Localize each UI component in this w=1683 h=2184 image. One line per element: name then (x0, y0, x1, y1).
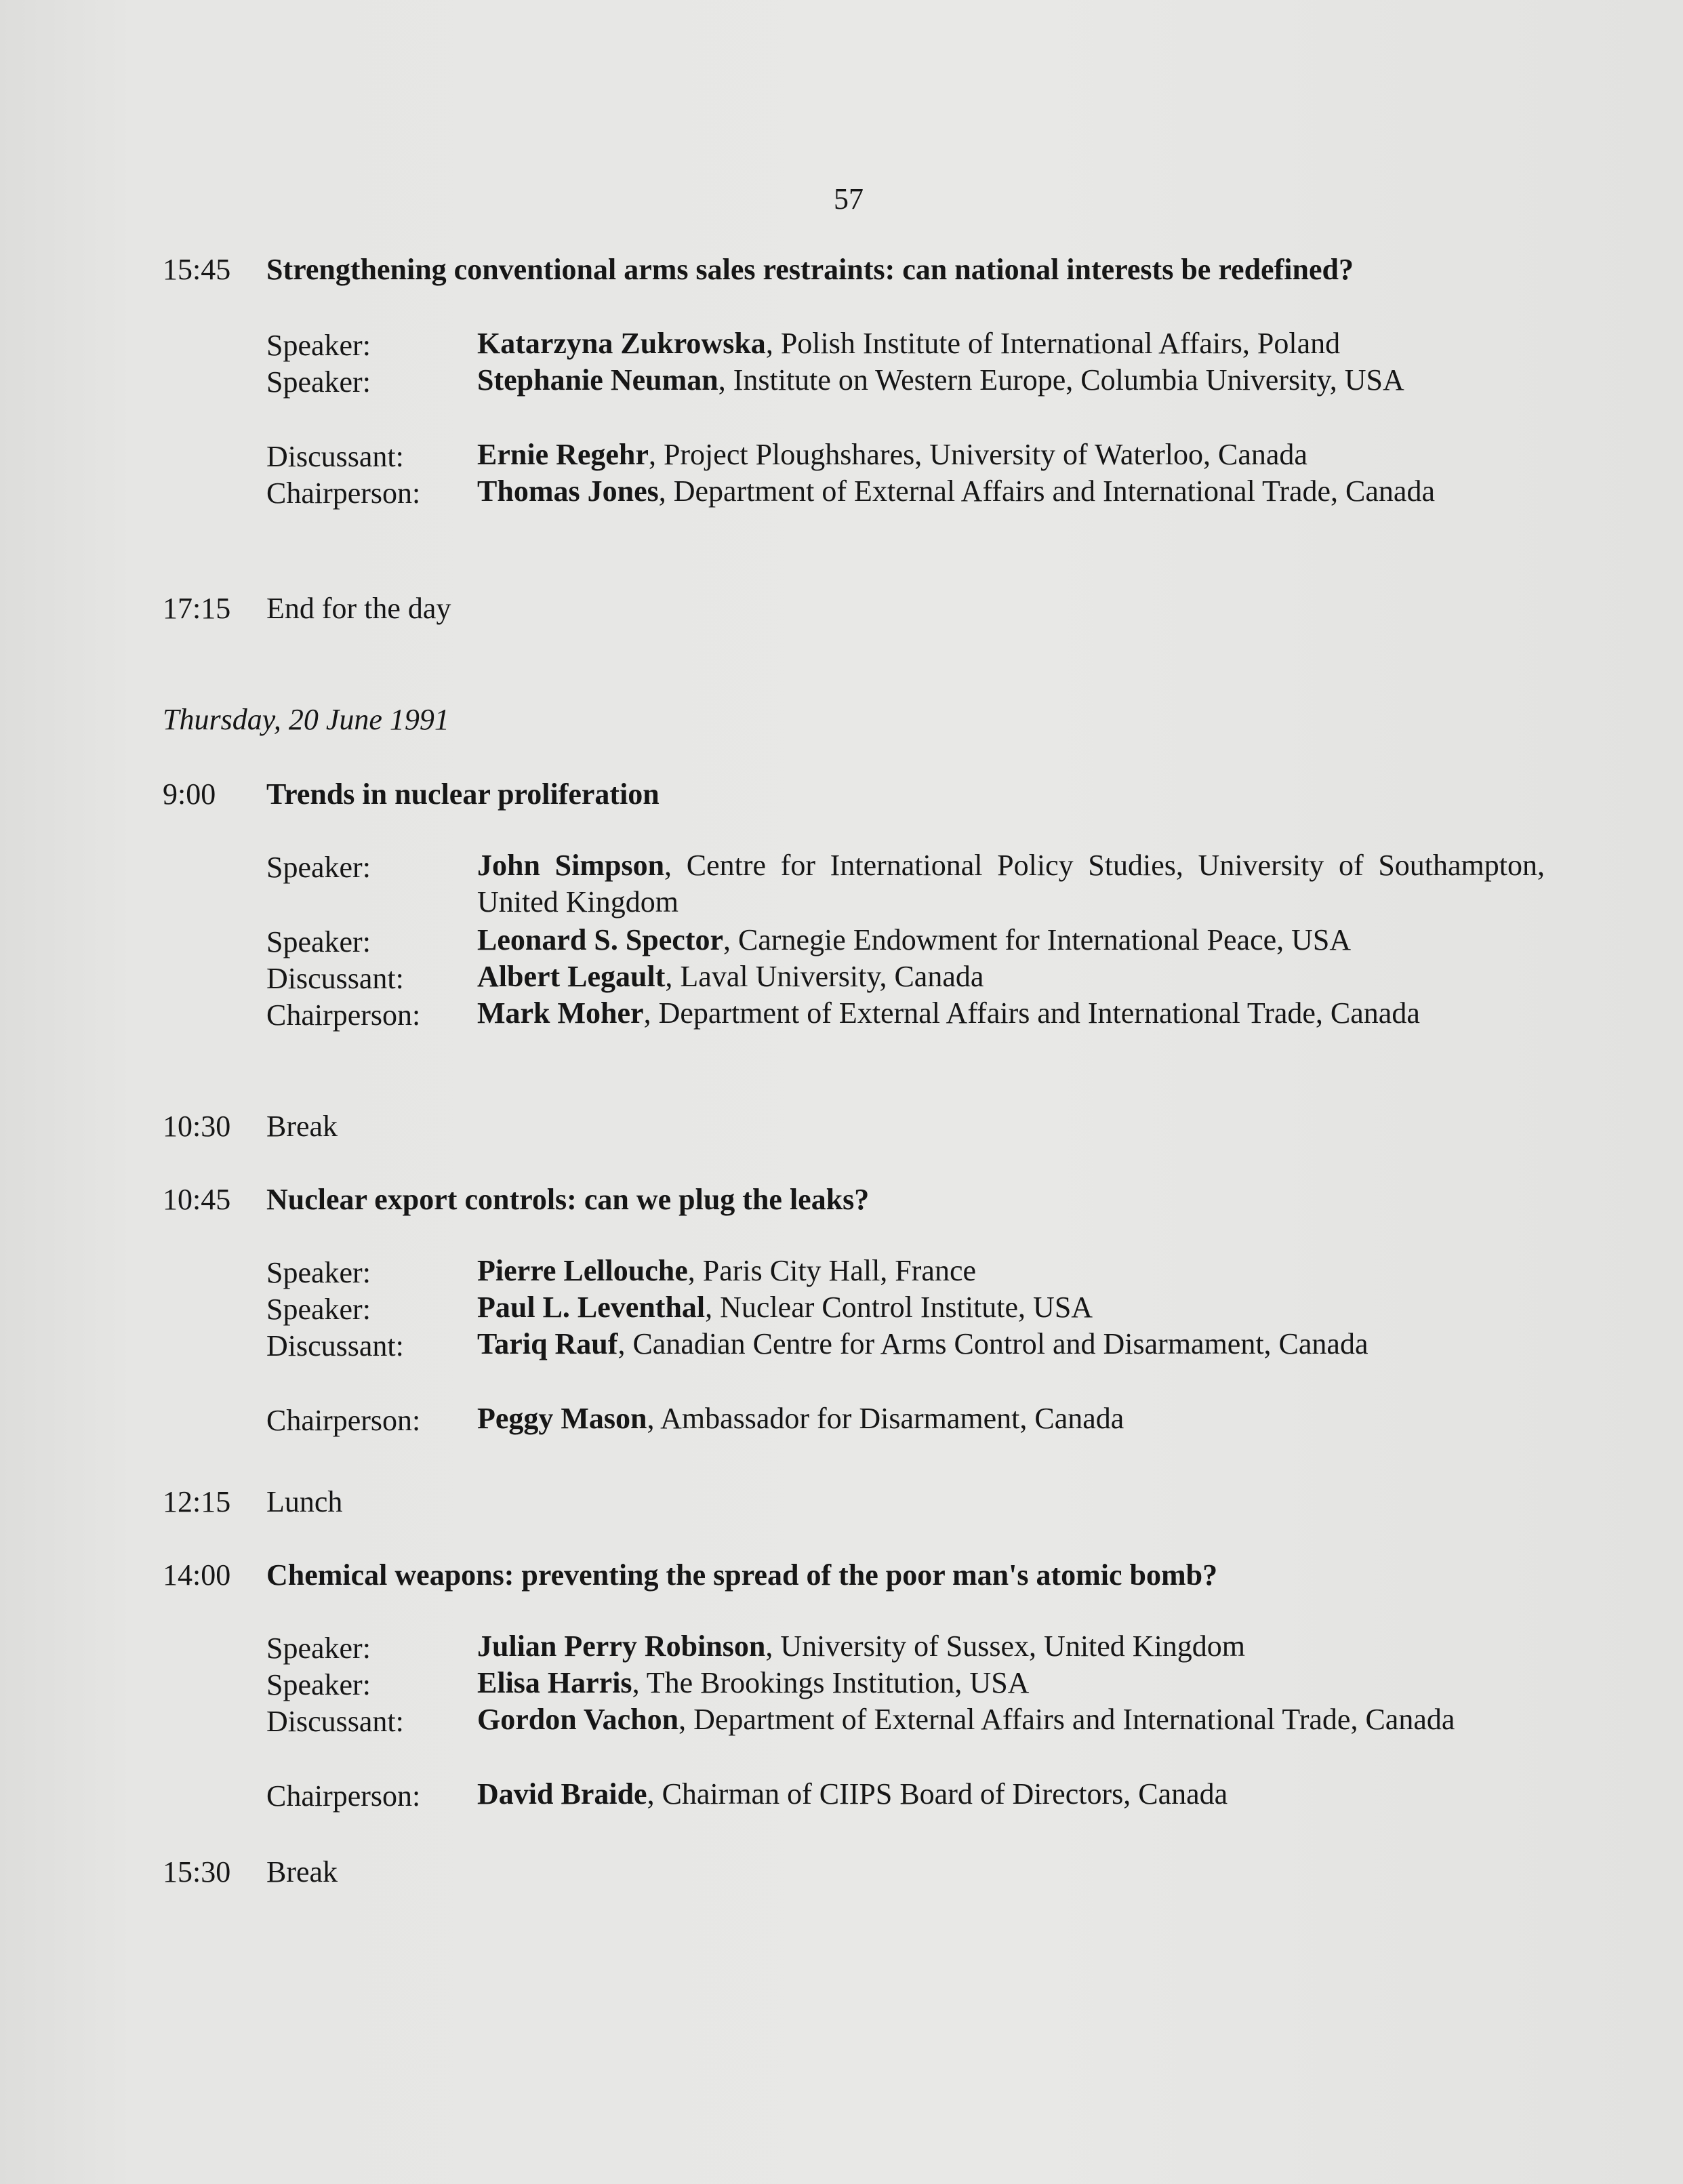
role-label: Discussant: (266, 1705, 404, 1738)
participant-name: Leonard S. Spector (477, 923, 723, 956)
role-label: Discussant: (266, 440, 404, 473)
session-title: Break (266, 1855, 338, 1888)
participant-name: John Simpson (477, 849, 665, 882)
participant-entry (477, 847, 1545, 921)
participant-name: Katarzyna Zukrowska (477, 327, 766, 360)
session-title: Strengthening conventional arms sales restraints: can national interests be redefined? (266, 253, 1354, 286)
participant-affiliation: , The Brookings Institution, USA (632, 1666, 1030, 1699)
role-label: Speaker: (266, 1668, 371, 1701)
participant-entry (477, 1400, 1545, 1437)
participant-affiliation: , University of Sussex, United Kingdom (765, 1630, 1246, 1663)
participant-affiliation: , Carnegie Endowment for International Peace, USA (723, 923, 1352, 956)
participant-affiliation: , Department of External Affairs and International Trade, Canada (658, 474, 1435, 508)
participant-entry (477, 1701, 1545, 1738)
role-label: Discussant: (266, 962, 404, 995)
participant-name: Albert Legault (477, 960, 666, 993)
participant-name: Thomas Jones (477, 474, 659, 508)
participant-name: Tariq Rauf (477, 1327, 618, 1360)
page-number: 57 (834, 182, 864, 216)
session-title: Break (266, 1110, 338, 1143)
role-label: Discussant: (266, 1329, 404, 1362)
session-time: 15:30 (163, 1855, 231, 1888)
participant-name: Stephanie Neuman (477, 363, 718, 397)
session-time: 12:15 (163, 1485, 231, 1518)
participant-affiliation: , Department of External Affairs and International Trade, Canada (643, 996, 1420, 1030)
participant-entry (477, 325, 1545, 362)
participant-affiliation: , Polish Institute of International Affairs, Poland (765, 327, 1341, 360)
session-time: 10:30 (163, 1110, 231, 1143)
participant-affiliation: , Paris City Hall, France (687, 1254, 977, 1287)
session-time: 17:15 (163, 592, 231, 625)
participant-affiliation: , Department of External Affairs and International Trade, Canada (678, 1703, 1455, 1736)
participant-entry (477, 473, 1545, 510)
participant-affiliation: , Ambassador for Disarmament, Canada (647, 1402, 1124, 1435)
participant-entry (477, 1665, 1545, 1701)
role-label: Speaker: (266, 1293, 371, 1326)
participant-entry (477, 437, 1545, 473)
role-label: Chairperson: (266, 477, 421, 510)
role-label: Speaker: (266, 329, 371, 362)
participant-name: Gordon Vachon (477, 1703, 679, 1736)
participant-affiliation: , Project Ploughshares, University of Waterloo, Canada (648, 438, 1307, 471)
role-label: Speaker: (266, 925, 371, 958)
participant-name: Pierre Lellouche (477, 1254, 688, 1287)
participant-name: Peggy Mason (477, 1402, 647, 1435)
participant-name: Paul L. Leventhal (477, 1291, 706, 1324)
role-label: Speaker: (266, 1632, 371, 1665)
participant-entry (477, 958, 1545, 995)
role-label: Speaker: (266, 851, 371, 884)
participant-affiliation: , Chairman of CIIPS Board of Directors, Canada (647, 1777, 1228, 1811)
role-label: Speaker: (266, 365, 371, 399)
role-label: Chairperson: (266, 998, 421, 1032)
participant-entry (477, 922, 1545, 958)
participant-affiliation: , Institute on Western Europe, Columbia University, USA (718, 363, 1404, 397)
day-heading: Thursday, 20 June 1991 (163, 703, 449, 736)
session-time: 10:45 (163, 1183, 231, 1216)
session-title: End for the day (266, 592, 451, 625)
participant-name: Ernie Regehr (477, 438, 649, 471)
role-label: Speaker: (266, 1256, 371, 1289)
participant-entry (477, 362, 1545, 399)
session-title: Chemical weapons: preventing the spread of the poor man's atomic bomb? (266, 1558, 1218, 1592)
session-time: 14:00 (163, 1558, 231, 1592)
participant-entry (477, 1289, 1545, 1326)
session-time: 15:45 (163, 253, 231, 286)
participant-affiliation: , Centre for International Policy Studies, University of Southampton, United Kingdom (477, 849, 1545, 918)
participant-name: Julian Perry Robinson (477, 1630, 766, 1663)
participant-entry (477, 1628, 1545, 1665)
session-time: 9:00 (163, 777, 216, 811)
session-title: Lunch (266, 1485, 343, 1518)
role-label: Chairperson: (266, 1779, 421, 1813)
participant-affiliation: , Canadian Centre for Arms Control and Disarmament, Canada (617, 1327, 1368, 1360)
participant-name: Mark Moher (477, 996, 644, 1030)
participant-entry (477, 1776, 1545, 1813)
participant-name: Elisa Harris (477, 1666, 632, 1699)
participant-name: David Braide (477, 1777, 647, 1811)
participant-entry (477, 1253, 1545, 1289)
participant-affiliation: , Laval University, Canada (665, 960, 984, 993)
session-title: Nuclear export controls: can we plug the leaks? (266, 1183, 870, 1216)
session-title: Trends in nuclear proliferation (266, 777, 660, 811)
participant-entry (477, 995, 1545, 1032)
role-label: Chairperson: (266, 1404, 421, 1437)
participant-affiliation: , Nuclear Control Institute, USA (705, 1291, 1093, 1324)
participant-entry (477, 1326, 1545, 1362)
